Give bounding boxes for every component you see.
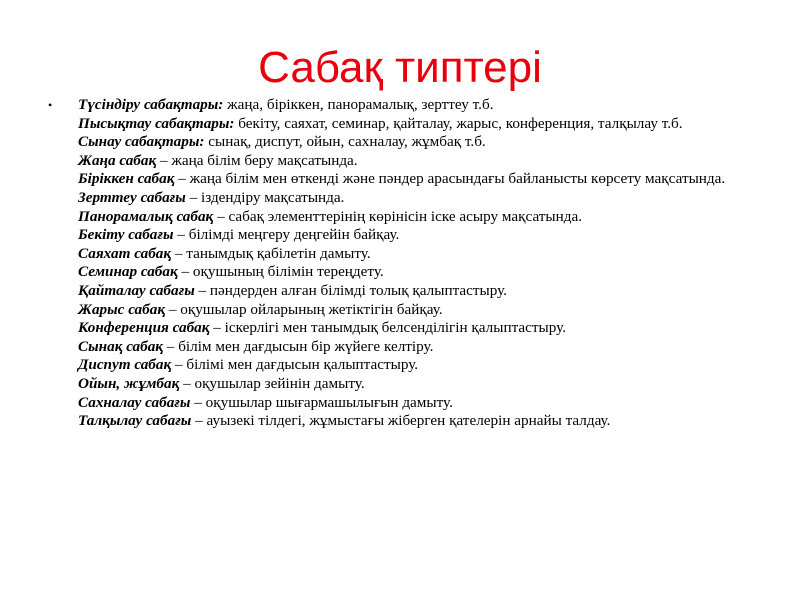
item-text: жаңа, біріккен, панорамалық, зерттеу т.б. [223,96,494,113]
item-text: – оқушылар ойларының жетіктігін байқау. [165,300,443,318]
item-text: – пәндерден алған білімді толық қалыптастыру. [194,281,507,299]
item-term: Талқылау сабағы [78,412,192,430]
item-text: сынақ, диспут, ойын, сахналау, жұмбақ т.б. [204,133,486,151]
item-term: Ойын, жұмбақ [78,374,180,392]
list-item [54,96,754,115]
lesson-types-list [48,96,754,431]
item-text: – білімді меңгеру деңгейін байқау. [173,226,400,244]
list-item [54,226,754,245]
item-term: Сынау сабақтары: [78,133,205,151]
item-term: Сахналау сабағы [78,393,191,411]
list-item [54,394,754,413]
item-term: Семинар сабақ [78,263,178,281]
item-text: – іздендіру мақсатында. [185,188,345,206]
list-item [54,189,754,208]
list-item [54,412,754,431]
list-item [54,319,754,338]
item-term: Жаңа сабақ [78,151,157,169]
item-term: Конференция сабақ [78,319,210,337]
item-term: Панорамалық сабақ [78,207,214,225]
list-item [54,115,754,134]
item-text: – танымдық қабілетін дамыту. [171,244,371,262]
list-item [54,356,754,375]
item-text: – жаңа білім мен өткенді және пәндер арасындағы байланысты көрсету мақсатында. [174,170,726,188]
item-text: – білімі мен дағдысын қалыптастыру. [171,356,419,374]
item-text: – жаңа білім беру мақсатында. [156,151,358,169]
list-item [54,263,754,282]
slide-title: Сабақ типтері [258,43,542,92]
item-text: – оқушылар зейінін дамыту. [179,374,365,392]
item-term: Сынақ сабақ [78,337,163,355]
item-text: – білім мен дағдысын бір жүйеге келтіру. [163,337,434,355]
list-item [54,245,754,264]
item-term: Бекіту сабағы [78,226,174,244]
list-item [54,301,754,320]
item-text: – оқушылар шығармашылығын дамыту. [190,393,453,411]
item-term: Жарыс сабақ [78,300,166,318]
list-item [54,282,754,301]
item-text: бекіту, саяхат, семинар, қайталау, жарыс, конференция, талқылау т.б. [234,114,683,132]
list-item [54,208,754,227]
item-term: Пысықтау сабақтары: [78,114,235,132]
item-term: Саяхат сабақ [78,244,172,262]
item-term: Диспут сабақ [78,356,172,374]
item-term: Зерттеу сабағы [78,188,186,206]
list-item [54,152,754,171]
list-item [54,338,754,357]
item-text: – сабақ элементтерінің көрінісін іске асыру мақсатында. [213,207,583,225]
item-text: – оқушының білімін тереңдету. [177,263,384,281]
bullet-icon: • [48,98,53,112]
list-item [54,133,754,152]
item-term: Түсіндіру сабақтары: [78,96,224,113]
list-item [54,170,754,189]
item-text: – ауызекі тілдегі, жұмыстағы жіберген қателерін арнайы талдау. [191,412,611,430]
item-term: Қайталау сабағы [78,281,195,299]
item-term: Біріккен сабақ [78,170,175,188]
item-text: – іскерлігі мен танымдық белсенділігін қалыптастыру. [209,319,567,337]
list-item [54,375,754,394]
